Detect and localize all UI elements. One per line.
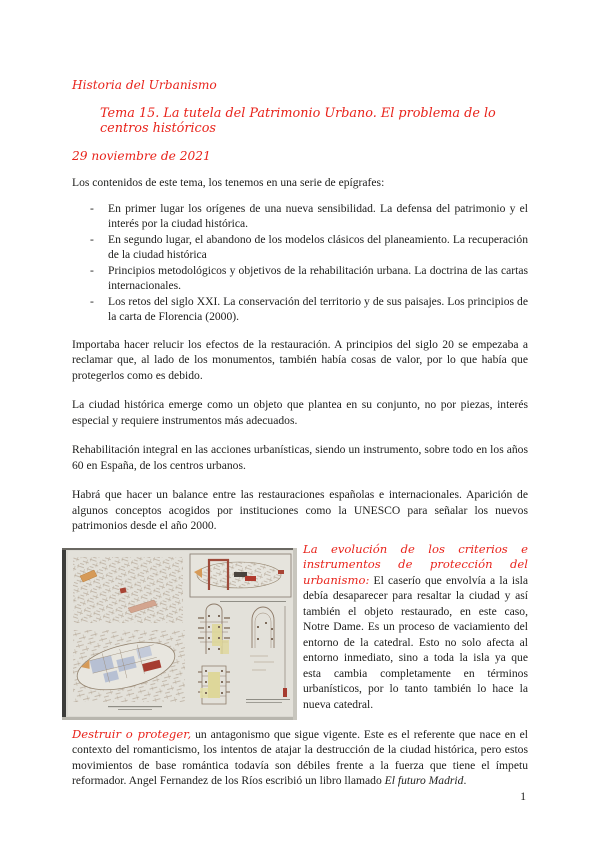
- list-item: [72, 263, 528, 294]
- historic-urban-plans-figure: [62, 548, 297, 720]
- paragraph-restoration-effects: Importaba hacer relucir los efectos de la restauración. A principios del siglo 20 se empezaba a reclamar que, al lado de los monumentos, también había cosas de valor, por lo que había que protegerlos como es debido.: [72, 337, 528, 382]
- list-item-text: Principios metodológicos y objetivos de la rehabilitación urbana. La doctrina de las cartas internacionales.: [108, 263, 528, 292]
- wrapped-paragraph-text: El caserío que envolvía a la isla debía desaparecer para resaltar la ciudad y así también el objeto restaurado, en este caso, Notre Dame. Es un proceso de vaciamiento del entorno de la catedral. Esto no solo afecta al entorno inmediato, sino a toda la isla ya que esta cambia completamente en términos urbanísticos, por lo tanto también lo hace la nueva catedral.: [303, 573, 529, 711]
- closing-paragraph-text: un antagonismo que sigue vigente. Este es el referente que nace en el contexto del romanticismo, los intentos de atajar la destrucción de la ciudad histórica, pero estos movimientos de base romántica todavía son débiles frente a la fuerza que tiene el ímpetu reformador. Angel Fernandez de los Ríos escribió un libro llamado: [72, 727, 528, 787]
- list-item-marker: -: [90, 232, 94, 246]
- list-item: [72, 294, 528, 325]
- list-item: [72, 232, 528, 263]
- paragraph-rehabilitation: Rehabilitación integral en las acciones urbanísticas, siendo un instrumento, sobre todo en los años 60 en España, de los centros urbanos.: [72, 443, 528, 472]
- page-number: 1: [520, 791, 526, 803]
- list-item-text: En primer lugar los orígenes de una nueva sensibilidad. La defensa del patrimonio y el interés por la ciudad histórica.: [108, 201, 528, 230]
- figure-and-text-section: [72, 542, 528, 713]
- intro-sentence: Los contenidos de este tema, los tenemos en una serie de epígrafes:: [72, 176, 385, 189]
- list-item-marker: -: [90, 294, 94, 308]
- list-item: [72, 201, 528, 232]
- list-item-text: Los retos del siglo XXI. La conservación del territorio y de sus paisajes. Los principios de la carta de Florencia (2000).: [108, 294, 528, 323]
- paragraph-historic-city: La ciudad histórica emerge como un objeto que plantea en su conjunto, no por piezas, interés especial y requiere instrumentos más adecuados.: [72, 398, 528, 427]
- destruir-o-proteger-lead: Destruir o proteger,: [72, 726, 192, 741]
- closing-period: .: [463, 774, 467, 787]
- list-item-text: En segundo lugar, el abandono de los modelos clásicos del planeamiento. La recuperación de la ciudad histórica: [108, 232, 528, 261]
- section-heading-evolucion: La evolución de los criterios e instrumentos de protección del urbanismo:: [303, 541, 528, 587]
- lecture-date: 29 noviembre de 2021: [72, 148, 211, 163]
- list-item-marker: -: [90, 263, 94, 277]
- book-title: El futuro Madrid: [384, 774, 464, 787]
- closing-paragraph: [72, 724, 528, 789]
- page-content: [72, 78, 528, 789]
- course-title: Historia del Urbanismo: [72, 78, 217, 92]
- paragraph-unesco-balance: Habrá que hacer un balance entre las restauraciones españolas e internacionales. Aparición de algunos conceptos acogidos por instituciones como la UNESCO para señalar los nuevos patrimonios desde el año 2000.: [72, 488, 528, 532]
- topic-outline-list: [72, 201, 528, 325]
- list-item-marker: -: [90, 201, 94, 215]
- lecture-topic-title: Tema 15. La tutela del Patrimonio Urbano. El problema de lo centros históricos: [100, 105, 496, 136]
